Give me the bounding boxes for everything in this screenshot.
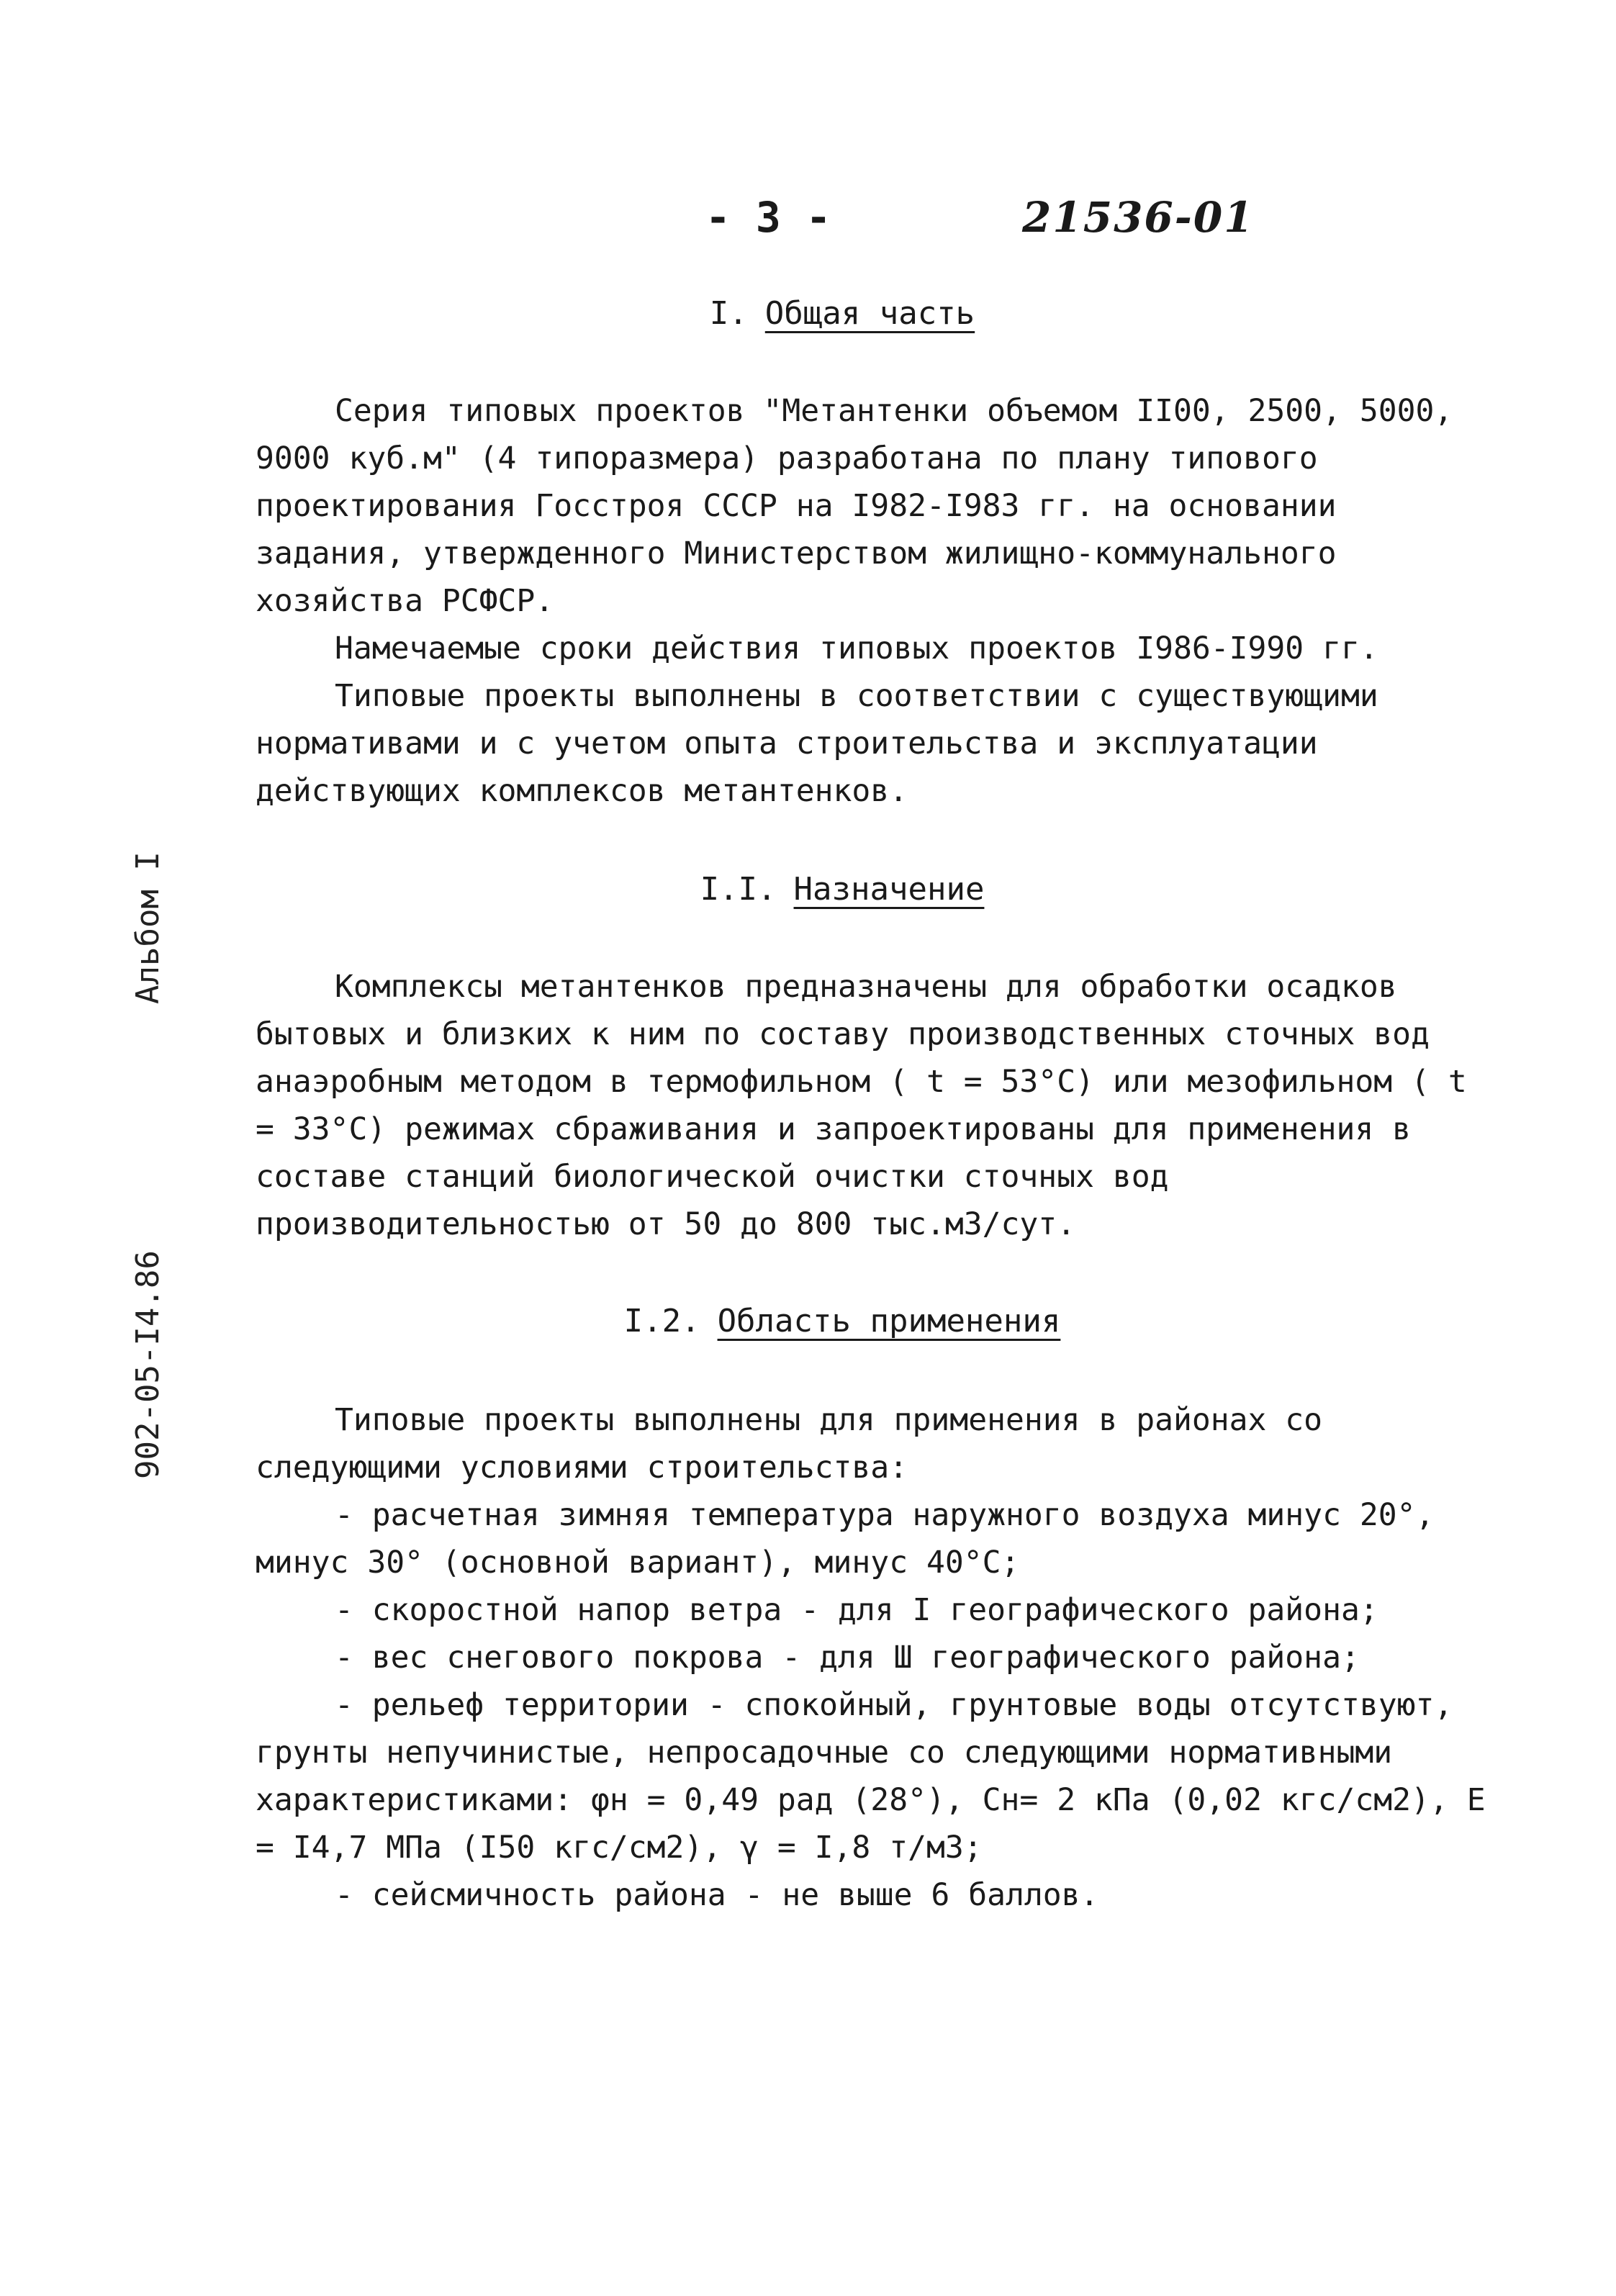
list-item: - сейсмичность района - не выше 6 баллов.: [335, 1877, 1099, 1913]
section-heading: [230, 1303, 1454, 1339]
section-body: [256, 387, 1486, 815]
section-title: Область применения: [717, 1303, 1061, 1339]
list-item: - рельеф территории - спокойный, грунтовые воды отсутствуют, грунты непучинистые, непросадочные со следующими нормативными характеристиками: φн = 0,49 рад (28°), Сн= 2 кПа (0,02 кгс/см2), Е = I4,7 МПа (I50 кгс/см2), γ = I,8 т/м3;: [256, 1687, 1486, 1866]
paragraph: Типовые проекты выполнены для применения в районах со следующими условиями строительства:: [256, 1402, 1323, 1486]
section-number: I.: [709, 295, 748, 332]
section-number: I.I.: [700, 871, 777, 908]
list-item: - скоростной напор ветра - для I географического района;: [335, 1592, 1378, 1628]
section-body: [256, 1396, 1486, 1919]
paragraph: Типовые проекты выполнены в соответствии с существующими нормативами и с учетом опыта строительства и эксплуатации действующих комплексов метантенков.: [256, 678, 1378, 809]
side-label-code: 902-05-I4.86: [130, 1250, 166, 1479]
section-heading: [230, 871, 1454, 908]
page-number: - 3 -: [705, 193, 831, 242]
side-label-album: Альбом I: [130, 851, 166, 1004]
section-title: Назначение: [793, 871, 985, 908]
list-item: - расчетная зимняя температура наружного воздуха минус 20°, минус 30° (основной вариант), минус 40°С;: [256, 1497, 1435, 1581]
section-heading: [230, 295, 1454, 332]
paragraph: Комплексы метантенков предназначены для обработки осадков бытовых и близких к ним по составу производственных сточных вод анаэробным методом в термофильном ( t = 53°С) или мезофильном ( t = 33°С) режимах сбраживания и запроектированы для применения в составе станций биологической очистки сточных вод производительностью от 50 до 800 тыс.м3/сут.: [256, 969, 1467, 1242]
paragraph: Серия типовых проектов "Метантенки объемом II00, 2500, 5000, 9000 куб.м" (4 типоразмера) разработана по плану типового проектирования Госстроя СССР на I982-I983 гг. на основании задания, утвержденного Министерством жилищно-коммунального хозяйства РСФСР.: [256, 393, 1453, 619]
handwritten-doc-number: 21536-01: [1022, 193, 1255, 242]
section-title: Общая часть: [764, 295, 975, 332]
section-number: I.2.: [623, 1303, 700, 1339]
paragraph: Намечаемые сроки действия типовых проектов I986-I990 гг.: [335, 631, 1378, 666]
list-item: - вес снегового покрова - для Ш географического района;: [335, 1640, 1360, 1676]
section-body: [256, 963, 1486, 1248]
